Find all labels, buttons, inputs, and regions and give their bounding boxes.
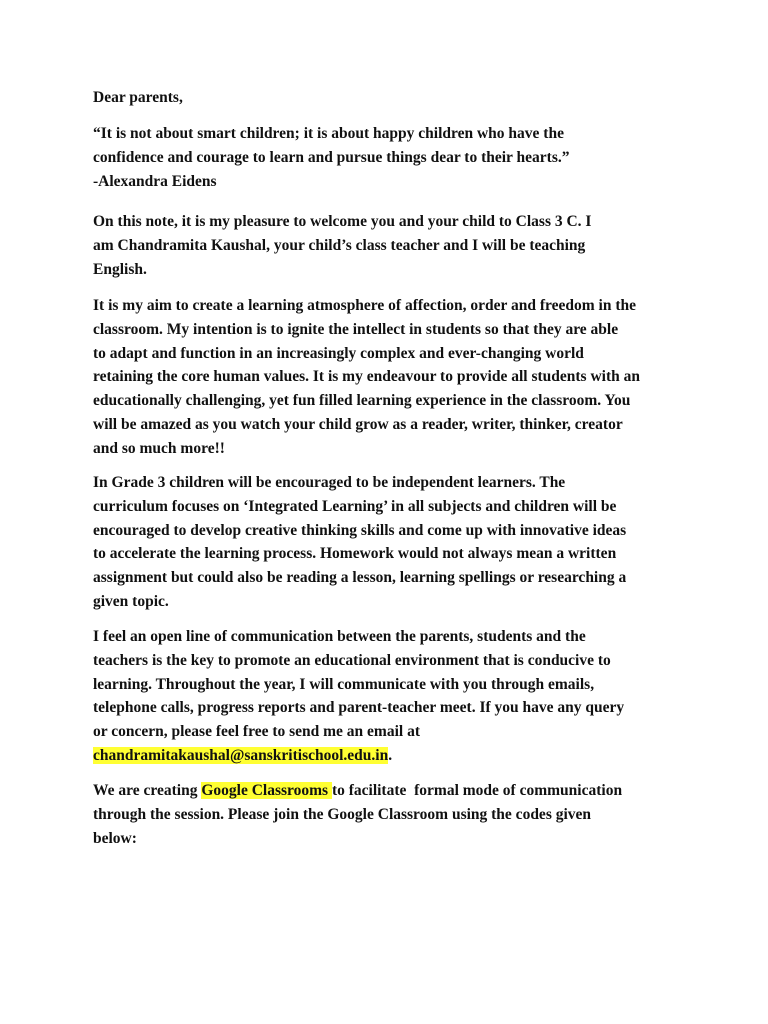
communication-line: I feel an open line of communication between the parents, students and the: [93, 628, 586, 645]
aim-line: and so much more!!: [93, 439, 225, 457]
google-classrooms-highlight: Google Classrooms: [201, 782, 332, 799]
intro-line: am Chandramita Kaushal, your child’s class teacher and I will be teaching: [93, 236, 586, 254]
quote-paragraph: [93, 122, 693, 193]
aim-line: will be amazed as you watch your child grow as a reader, writer, thinker, creator: [93, 415, 623, 433]
aim-line: educationally challenging, yet fun filled learning experience in the classroom. You: [93, 392, 631, 410]
classroom-text-after: to facilitate formal mode of communication: [331, 782, 623, 799]
grade3-line: encouraged to develop creative thinking skills and come up with innovative ideas: [93, 521, 627, 539]
intro-line: On this note, it is my pleasure to welcome you and your child to Class 3 C. I: [93, 213, 592, 230]
communication-paragraph: [93, 625, 693, 768]
email-period: .: [388, 746, 393, 764]
classroom-line: through the session. Please join the Google Classroom using the codes given: [93, 805, 592, 823]
intro-paragraph: [93, 210, 693, 281]
grade3-line: curriculum focuses on ‘Integrated Learning’ in all subjects and children will be: [93, 497, 617, 515]
aim-line: classroom. My intention is to ignite the intellect in students so that they are able: [93, 320, 619, 338]
grade3-line: In Grade 3 children will be encouraged to be independent learners. The: [93, 474, 566, 491]
quote-line: confidence and courage to learn and pursue things dear to their hearts.”: [93, 148, 570, 166]
quote-author: -Alexandra Eidens: [93, 172, 217, 190]
aim-line: retaining the core human values. It is my endeavour to provide all students with an: [93, 368, 640, 386]
aim-line: It is my aim to create a learning atmosphere of affection, order and freedom in the: [93, 297, 636, 314]
communication-line: teachers is the key to promote an educational environment that is conducive to: [93, 651, 611, 669]
salutation: [93, 86, 693, 110]
grade3-paragraph: [93, 471, 693, 614]
classroom-text-before: We are creating: [93, 782, 202, 799]
salutation-text: Dear parents,: [93, 89, 183, 106]
email-link[interactable]: chandramitakaushal@sanskritischool.edu.in: [93, 746, 389, 764]
classroom-line: [93, 779, 693, 803]
aim-paragraph: [93, 294, 693, 461]
grade3-line: assignment but could also be reading a lesson, learning spellings or researching a: [93, 569, 627, 587]
classroom-line: below:: [93, 829, 137, 847]
intro-line: English.: [93, 260, 147, 278]
quote-line: “It is not about smart children; it is about happy children who have the: [93, 125, 564, 142]
email-line: [93, 744, 693, 768]
aim-line: to adapt and function in an increasingly complex and ever-changing world: [93, 344, 584, 362]
grade3-line: to accelerate the learning process. Homework would not always mean a written: [93, 545, 617, 563]
classroom-paragraph: [93, 779, 693, 850]
communication-line: learning. Throughout the year, I will communicate with you through emails,: [93, 675, 595, 693]
communication-line: or concern, please feel free to send me an email at: [93, 723, 420, 741]
communication-line: telephone calls, progress reports and parent-teacher meet. If you have any query: [93, 699, 625, 717]
grade3-line: given topic.: [93, 592, 169, 610]
